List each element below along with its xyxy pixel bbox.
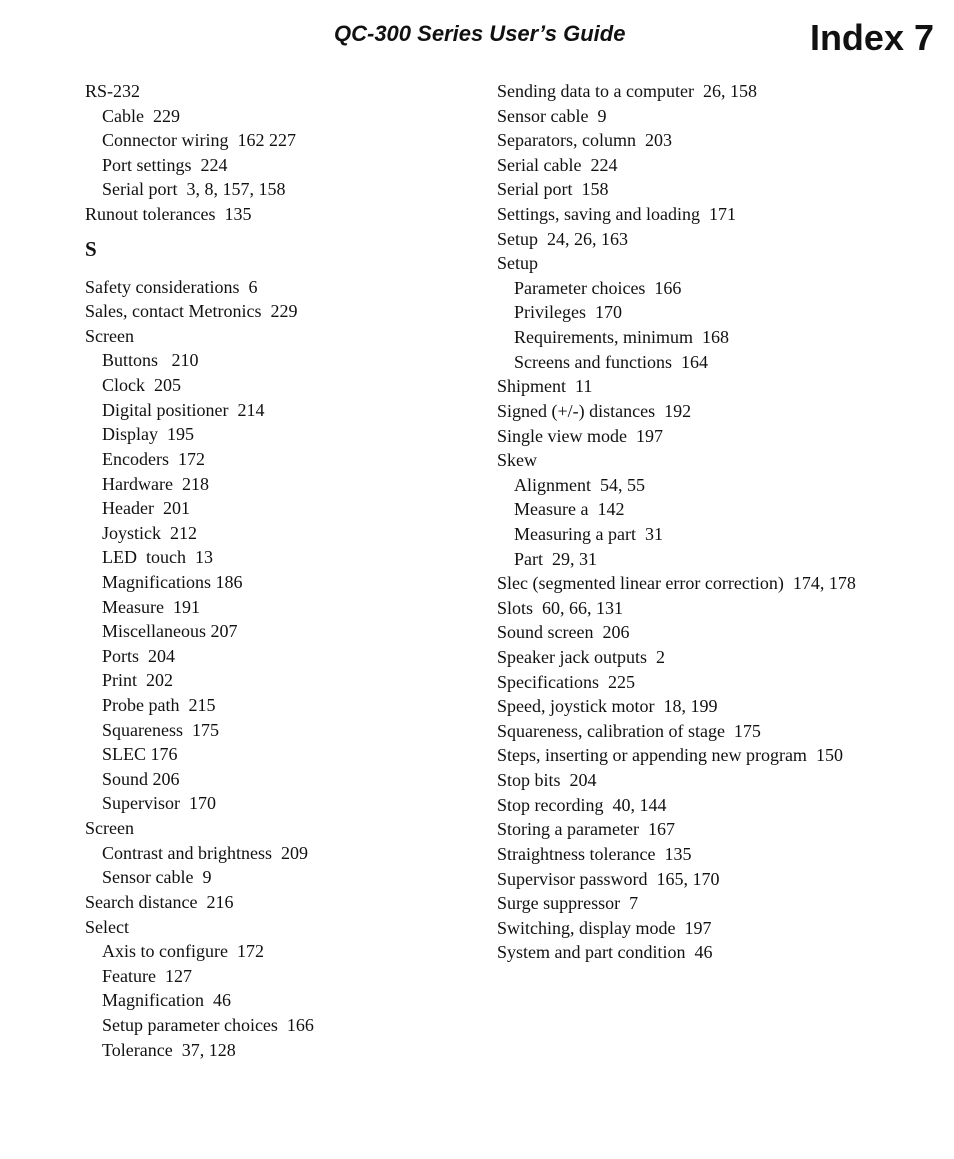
index-subentry: Magnification 46 [102, 990, 231, 1011]
index-entry: Safety considerations 6 [85, 276, 258, 297]
index-entry: Stop bits 204 [497, 770, 597, 791]
index-subentry: Encoders 172 [102, 448, 205, 469]
index-subentry: Supervisor 170 [102, 793, 216, 814]
index-subentry: Setup parameter choices 166 [102, 1014, 314, 1035]
index-entry: Speaker jack outputs 2 [497, 647, 665, 668]
index-entry: Straightness tolerance 135 [497, 843, 692, 864]
index-subentry: Screens and functions 164 [514, 351, 708, 372]
index-entry: Serial cable 224 [497, 154, 618, 175]
index-entry: Settings, saving and loading 171 [497, 204, 736, 225]
index-entry: Specifications 225 [497, 671, 635, 692]
index-entry: Search distance 216 [85, 891, 234, 912]
index-entry: Slec (segmented linear error correction) 174, 178 [497, 573, 856, 594]
index-subentry: Clock 205 [102, 375, 181, 396]
index-entry: Slots 60, 66, 131 [497, 597, 624, 618]
index-subentry: Axis to configure 172 [102, 941, 264, 962]
index-subentry: Sound 206 [102, 768, 180, 789]
index-entry: Switching, display mode 197 [497, 917, 712, 938]
index-page-title: Index 7 [809, 17, 934, 58]
index-subentry: Port settings 224 [102, 154, 228, 175]
index-subentry: Feature 127 [102, 965, 192, 986]
index-entry: Sending data to a computer 26, 158 [497, 81, 757, 101]
index-entry: Sensor cable 9 [497, 105, 607, 126]
index-column-right [497, 79, 937, 965]
index-subentry: Connector wiring 162 227 [102, 130, 296, 151]
index-subentry: Buttons 210 [102, 350, 199, 371]
index-entry: Skew [497, 450, 537, 471]
index-subentry: Privileges 170 [514, 302, 622, 323]
index-subentry: LED touch 13 [102, 547, 213, 568]
index-entry: Runout tolerances 135 [85, 204, 252, 225]
index-entry: Sales, contact Metronics 229 [85, 301, 298, 322]
index-subentry: Requirements, minimum 168 [514, 327, 729, 348]
index-subentry: Header 201 [102, 498, 190, 519]
index-entry: Supervisor password 165, 170 [497, 868, 720, 889]
index-entry: Sound screen 206 [497, 622, 630, 643]
index-subentry: SLEC 176 [102, 744, 178, 765]
index-entry: Screen [85, 818, 134, 839]
index-entry: Storing a parameter 167 [497, 819, 675, 840]
index-subentry: Serial port 3, 8, 157, 158 [102, 179, 286, 200]
index-subentry: Measure a 142 [514, 499, 625, 520]
index-subentry: Probe path 215 [102, 695, 216, 716]
index-entry: Surge suppressor 7 [497, 893, 639, 914]
index-subentry: Parameter choices 166 [514, 277, 682, 298]
index-subentry: Magnifications 186 [102, 571, 243, 592]
index-entry: System and part condition 46 [497, 942, 713, 963]
index-entry: Serial port 158 [497, 179, 609, 200]
index-letter-heading: S [85, 236, 97, 261]
index-subentry: Measure 191 [102, 596, 200, 617]
index-column-left [85, 79, 475, 1062]
index-entries-right [497, 79, 937, 965]
index-entry: Screen [85, 325, 134, 346]
index-subentry: Sensor cable 9 [102, 867, 212, 888]
index-entry: Separators, column 203 [497, 130, 672, 151]
index-subentry: Tolerance 37, 128 [102, 1039, 236, 1060]
index-entry: Single view mode 197 [497, 425, 663, 446]
index-subentry: Hardware 218 [102, 473, 209, 494]
index-entry: Steps, inserting or appending new program 150 [497, 745, 843, 766]
index-subentry: Joystick 212 [102, 522, 198, 543]
index-subentry: Display 195 [102, 424, 194, 445]
index-subentry: Digital positioner 214 [102, 399, 265, 420]
index-entry: Speed, joystick motor 18, 199 [497, 696, 718, 717]
index-subentry: Alignment 54, 55 [514, 474, 645, 495]
index-entry: Stop recording 40, 144 [497, 794, 667, 815]
index-entries-after-letter [85, 275, 475, 1063]
index-entry: Setup [497, 253, 539, 274]
index-subentry: Cable 229 [102, 105, 180, 126]
index-subentry: Part 29, 31 [514, 548, 597, 569]
index-subentry: Measuring a part 31 [514, 523, 663, 544]
index-subentry: Ports 204 [102, 645, 176, 666]
index-subentry: Squareness 175 [102, 719, 219, 740]
index-entry: Select [85, 916, 129, 937]
index-entry: RS-232 [85, 81, 141, 101]
guide-title: QC-300 Series User’s Guide [334, 21, 626, 46]
index-entry: Shipment 11 [497, 376, 593, 397]
index-subentry: Print 202 [102, 670, 174, 691]
index-subentry: Contrast and brightness 209 [102, 842, 308, 863]
index-entry: Setup 24, 26, 163 [497, 228, 629, 249]
index-entries-before-letter [85, 79, 475, 227]
index-entry: Signed (+/-) distances 192 [497, 400, 692, 421]
index-entry: Squareness, calibration of stage 175 [497, 720, 761, 741]
index-subentry: Miscellaneous 207 [102, 621, 238, 642]
